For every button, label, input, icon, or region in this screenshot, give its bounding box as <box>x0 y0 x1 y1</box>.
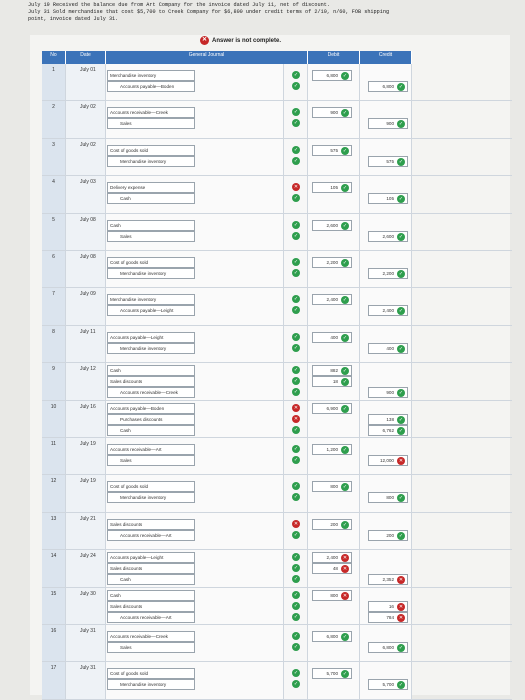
check-icon: ✓ <box>342 260 348 266</box>
entry-date: July 08 <box>66 214 106 250</box>
credit-field[interactable]: 12,000 ✕ <box>368 455 408 466</box>
error-x-icon: ✕ <box>201 37 208 43</box>
account-column <box>106 326 284 362</box>
status-column <box>284 513 308 549</box>
journal-entry-row <box>42 101 512 138</box>
status-column <box>284 251 308 287</box>
debit-field[interactable]: 1,200 ✓ <box>312 444 352 455</box>
debit-column <box>308 625 360 661</box>
credit-field[interactable]: 800 ✓ <box>368 492 408 503</box>
debit-column <box>308 326 360 362</box>
status-column <box>284 475 308 511</box>
entry-date: July 16 <box>66 401 106 437</box>
account-field[interactable]: Sales <box>107 642 195 653</box>
account-field[interactable]: Accounts receivable—Creek <box>107 107 195 118</box>
account-field[interactable]: Accounts receivable—Art <box>107 444 195 455</box>
entry-date: July 24 <box>66 550 106 586</box>
debit-field[interactable]: 5,700 ✓ <box>312 668 352 679</box>
entry-number: 1 <box>42 64 66 100</box>
journal-entry-row <box>42 139 512 176</box>
credit-field[interactable]: 5,700 ✓ <box>368 679 408 690</box>
credit-field[interactable]: 2,352 ✕ <box>368 574 408 585</box>
entry-date: July 31 <box>66 662 106 698</box>
account-field[interactable]: Cash <box>107 574 195 585</box>
account-column <box>106 625 284 661</box>
credit-column <box>360 550 412 586</box>
check-icon: ✓ <box>293 344 299 351</box>
check-icon: ✓ <box>342 521 348 528</box>
account-field[interactable]: Merchandise inventory <box>107 156 195 167</box>
journal-entry-row <box>42 513 512 550</box>
debit-column <box>308 401 360 437</box>
account-field[interactable]: Sales <box>107 231 195 242</box>
credit-field[interactable]: 6,800 ✓ <box>368 642 408 653</box>
debit-column <box>308 662 360 698</box>
account-field[interactable]: Cash <box>107 425 195 436</box>
account-field[interactable]: Sales discounts <box>107 519 195 530</box>
account-column <box>106 251 284 287</box>
credit-field[interactable]: 6,762 ✓ <box>368 425 408 436</box>
check-icon: ✓ <box>293 613 299 620</box>
debit-field[interactable]: 18 ✓ <box>312 376 352 387</box>
check-icon: ✓ <box>293 120 299 127</box>
journal-entry-row <box>42 288 512 325</box>
journal-entry-row <box>42 550 512 587</box>
check-icon: ✓ <box>342 110 348 117</box>
check-icon: ✓ <box>342 634 348 640</box>
status-column <box>284 176 308 212</box>
credit-field[interactable]: 900 ✓ <box>368 387 408 398</box>
answer-banner <box>200 36 281 45</box>
check-icon: ✓ <box>293 157 299 164</box>
entry-date: July 09 <box>66 288 106 324</box>
entry-number: 9 <box>42 363 66 399</box>
entry-date: July 02 <box>66 101 106 137</box>
check-icon: ✓ <box>398 390 404 397</box>
account-field[interactable]: Accounts receivable—Art <box>107 612 195 623</box>
col-no: No <box>42 51 66 64</box>
credit-column <box>360 513 412 549</box>
credit-field[interactable]: 200 ✓ <box>368 530 408 541</box>
check-icon: ✓ <box>293 591 299 598</box>
credit-column <box>360 139 412 175</box>
account-field[interactable]: Cash <box>107 220 195 231</box>
journal-entry-row <box>42 326 512 363</box>
account-column <box>106 401 284 437</box>
check-icon: ✓ <box>293 270 299 276</box>
check-icon: ✓ <box>293 602 299 609</box>
check-icon: ✓ <box>293 83 299 89</box>
account-field[interactable]: Delivery expense <box>107 182 195 193</box>
journal-entry-row <box>42 64 512 101</box>
check-icon: ✓ <box>342 671 348 678</box>
error-x-icon: ✕ <box>293 184 299 191</box>
entry-date: July 08 <box>66 251 106 287</box>
account-field[interactable]: Accounts receivable—Creek <box>107 631 195 642</box>
credit-field[interactable]: 2,600 ✓ <box>368 231 408 242</box>
debit-field[interactable]: 2,600 ✓ <box>312 220 352 231</box>
error-x-icon: ✕ <box>398 458 404 464</box>
check-icon: ✓ <box>293 333 299 340</box>
credit-field[interactable]: 138 ✓ <box>368 414 408 425</box>
status-column <box>284 64 308 100</box>
account-field[interactable]: Accounts payable—Leight <box>107 305 195 316</box>
debit-field[interactable]: 105 ✓ <box>312 182 352 193</box>
credit-column <box>360 588 412 624</box>
check-icon: ✓ <box>398 121 404 128</box>
check-icon: ✓ <box>293 389 299 396</box>
error-x-icon: ✕ <box>342 566 348 573</box>
account-column <box>106 588 284 624</box>
entry-number: 4 <box>42 176 66 212</box>
status-column <box>284 662 308 698</box>
account-field[interactable]: Cash <box>107 590 195 601</box>
account-field[interactable]: Merchandise inventory <box>107 294 195 305</box>
check-icon: ✓ <box>398 645 404 651</box>
check-icon: ✓ <box>293 554 299 561</box>
credit-field[interactable]: 400 ✓ <box>368 343 408 354</box>
check-icon: ✓ <box>293 457 299 463</box>
debit-column <box>308 588 360 624</box>
status-column <box>284 588 308 624</box>
check-icon: ✓ <box>293 146 299 153</box>
journal-entry-row <box>42 176 512 213</box>
account-field[interactable]: Accounts payable—Boden <box>107 403 195 414</box>
status-column <box>284 288 308 324</box>
account-field[interactable]: Cost of goods sold <box>107 145 195 156</box>
account-field[interactable]: Sales <box>107 118 195 129</box>
account-field[interactable]: Accounts payable—Boden <box>107 81 195 92</box>
debit-field[interactable]: 575 ✓ <box>312 145 352 156</box>
check-icon: ✓ <box>293 232 299 239</box>
credit-column <box>360 363 412 399</box>
error-x-icon: ✕ <box>398 577 404 584</box>
account-field[interactable]: Merchandise inventory <box>107 70 195 81</box>
account-field[interactable]: Sales discounts <box>107 376 195 387</box>
account-field[interactable]: Cost of goods sold <box>107 668 195 679</box>
account-field[interactable]: Sales discounts <box>107 563 195 574</box>
entry-number: 11 <box>42 438 66 474</box>
entry-number: 5 <box>42 214 66 250</box>
debit-field[interactable]: 6,900 ✓ <box>312 403 352 414</box>
journal-entry-row <box>42 363 512 400</box>
check-icon: ✓ <box>398 271 404 277</box>
entry-date: July 01 <box>66 64 106 100</box>
check-icon: ✓ <box>342 222 348 229</box>
account-column <box>106 475 284 511</box>
entry-number: 10 <box>42 401 66 437</box>
problem-text: July 19 Received the balance due from Art Company for the invoice dated July 11, net of discount. July 31 Sold merchandise that cost $5,700 to Creek Company for $6,800 under credit terms of 2/10, n/60, FOB shipping point, invoice dated July 31. <box>28 2 390 22</box>
account-field[interactable]: Sales discounts <box>107 601 195 612</box>
error-x-icon: ✕ <box>398 614 404 621</box>
error-x-icon: ✕ <box>342 555 348 562</box>
credit-field[interactable]: 900 ✓ <box>368 118 408 129</box>
check-icon: ✓ <box>293 195 299 202</box>
check-icon: ✓ <box>293 670 299 677</box>
journal-entry-row <box>42 625 512 662</box>
check-icon: ✓ <box>398 495 404 502</box>
account-column <box>106 363 284 399</box>
entry-date: July 19 <box>66 438 106 474</box>
account-column <box>106 438 284 474</box>
debit-field[interactable]: 6,800 ✓ <box>312 631 352 642</box>
check-icon: ✓ <box>398 233 404 240</box>
debit-field[interactable]: 800 ✓ <box>312 481 352 492</box>
account-field[interactable]: Accounts receivable—Art <box>107 530 195 541</box>
check-icon: ✓ <box>398 158 404 165</box>
debit-field[interactable]: 400 ✓ <box>312 332 352 343</box>
credit-field[interactable]: 6,800 ✓ <box>368 81 408 92</box>
check-icon: ✓ <box>398 84 404 90</box>
credit-column <box>360 251 412 287</box>
error-x-icon: ✕ <box>342 592 348 599</box>
entry-number: 2 <box>42 101 66 137</box>
status-column <box>284 363 308 399</box>
credit-column <box>360 176 412 212</box>
journal-entry-row <box>42 662 512 699</box>
journal-entry-row <box>42 475 512 512</box>
credit-field[interactable]: 105 ✓ <box>368 193 408 204</box>
credit-column <box>360 401 412 437</box>
check-icon: ✓ <box>398 308 404 315</box>
credit-column <box>360 625 412 661</box>
check-icon: ✓ <box>293 633 299 639</box>
col-debit: Debit <box>308 51 360 64</box>
entry-number: 7 <box>42 288 66 324</box>
check-icon: ✓ <box>342 405 348 412</box>
account-field[interactable]: Purchases discounts <box>107 414 195 425</box>
account-field[interactable]: Cost of goods sold <box>107 481 195 492</box>
status-column <box>284 401 308 437</box>
check-icon: ✓ <box>293 367 299 374</box>
account-field[interactable]: Sales <box>107 455 195 466</box>
entry-date: July 12 <box>66 363 106 399</box>
check-icon: ✓ <box>342 447 348 453</box>
journal-entry-row <box>42 438 512 475</box>
account-field[interactable]: Accounts receivable—Creek <box>107 387 195 398</box>
status-column <box>284 101 308 137</box>
status-column <box>284 139 308 175</box>
entry-date: July 02 <box>66 139 106 175</box>
entry-date: July 21 <box>66 513 106 549</box>
debit-column <box>308 176 360 212</box>
check-icon: ✓ <box>293 565 299 572</box>
account-column <box>106 550 284 586</box>
table-header <box>42 51 512 64</box>
account-column <box>106 101 284 137</box>
debit-field[interactable]: 2,200 ✓ <box>312 257 352 268</box>
journal-entry-row <box>42 251 512 288</box>
debit-field[interactable]: 900 ✓ <box>312 107 352 118</box>
journal-entry-row <box>42 588 512 625</box>
error-x-icon: ✕ <box>293 520 299 527</box>
entry-date: July 30 <box>66 588 106 624</box>
debit-column <box>308 288 360 324</box>
check-icon: ✓ <box>398 416 404 423</box>
check-icon: ✓ <box>398 196 404 203</box>
check-icon: ✓ <box>342 185 348 192</box>
check-icon: ✓ <box>342 484 348 491</box>
entry-date: July 03 <box>66 176 106 212</box>
debit-field[interactable]: 882 ✓ <box>312 365 352 376</box>
check-icon: ✓ <box>342 379 348 386</box>
credit-column <box>360 288 412 324</box>
account-field[interactable]: Cost of goods sold <box>107 257 195 268</box>
check-icon: ✓ <box>398 345 404 352</box>
credit-column <box>360 662 412 698</box>
check-icon: ✓ <box>342 297 348 304</box>
check-icon: ✓ <box>293 531 299 538</box>
error-x-icon: ✕ <box>398 603 404 610</box>
check-icon: ✓ <box>398 427 404 434</box>
credit-field[interactable]: 2,400 ✓ <box>368 305 408 316</box>
credit-column <box>360 101 412 137</box>
debit-column <box>308 101 360 137</box>
check-icon: ✓ <box>293 681 299 688</box>
debit-field[interactable]: 48 ✕ <box>312 563 352 574</box>
debit-column <box>308 363 360 399</box>
credit-column <box>360 475 412 511</box>
entry-number: 16 <box>42 625 66 661</box>
account-field[interactable]: Accounts payable—Leight <box>107 332 195 343</box>
credit-field[interactable]: 2,200 ✓ <box>368 268 408 279</box>
debit-field[interactable]: 200 ✓ <box>312 519 352 530</box>
check-icon: ✓ <box>293 483 299 490</box>
check-icon: ✓ <box>293 221 299 228</box>
debit-field[interactable]: 800 ✕ <box>312 590 352 601</box>
entry-date: July 31 <box>66 625 106 661</box>
account-column <box>106 139 284 175</box>
check-icon: ✓ <box>398 682 404 689</box>
debit-field[interactable]: 2,400 ✓ <box>312 294 352 305</box>
col-journal: General Journal <box>106 51 308 64</box>
debit-column <box>308 438 360 474</box>
credit-column <box>360 64 412 100</box>
debit-column <box>308 214 360 250</box>
account-column <box>106 214 284 250</box>
check-icon: ✓ <box>293 259 299 265</box>
entry-number: 17 <box>42 662 66 698</box>
entry-number: 13 <box>42 513 66 549</box>
check-icon: ✓ <box>293 296 299 303</box>
account-column <box>106 64 284 100</box>
credit-field[interactable]: 784 ✕ <box>368 612 408 623</box>
check-icon: ✓ <box>398 532 404 539</box>
entry-number: 15 <box>42 588 66 624</box>
credit-field[interactable]: 575 ✓ <box>368 156 408 167</box>
debit-field[interactable]: 2,400 ✕ <box>312 552 352 563</box>
account-field[interactable]: Accounts payable—Leight <box>107 552 195 563</box>
check-icon: ✓ <box>342 147 348 154</box>
debit-column <box>308 513 360 549</box>
account-field[interactable]: Cash <box>107 365 195 376</box>
entry-date: July 19 <box>66 475 106 511</box>
account-column <box>106 176 284 212</box>
account-column <box>106 513 284 549</box>
status-column <box>284 625 308 661</box>
account-field[interactable]: Merchandise inventory <box>107 492 195 503</box>
status-column <box>284 326 308 362</box>
debit-field[interactable]: 6,800 ✓ <box>312 70 352 81</box>
check-icon: ✓ <box>293 307 299 314</box>
debit-column <box>308 475 360 511</box>
entry-number: 6 <box>42 251 66 287</box>
check-icon: ✓ <box>293 426 299 433</box>
credit-column <box>360 214 412 250</box>
check-icon: ✓ <box>293 378 299 385</box>
entry-number: 12 <box>42 475 66 511</box>
error-x-icon: ✕ <box>293 404 299 411</box>
account-column <box>106 662 284 698</box>
check-icon: ✓ <box>293 644 299 650</box>
answer-banner-text: Answer is not complete. <box>212 37 282 44</box>
error-x-icon: ✕ <box>293 415 299 422</box>
account-field[interactable]: Merchandise inventory <box>107 268 195 279</box>
account-column <box>106 288 284 324</box>
account-field[interactable]: Merchandise inventory <box>107 343 195 354</box>
entry-date: July 11 <box>66 326 106 362</box>
check-icon: ✓ <box>293 109 299 116</box>
credit-column <box>360 326 412 362</box>
journal-entry-row <box>42 214 512 251</box>
journal-entry-row <box>42 401 512 438</box>
account-field[interactable]: Merchandise inventory <box>107 679 195 690</box>
account-field[interactable]: Cash <box>107 193 195 204</box>
check-icon: ✓ <box>293 446 299 452</box>
debit-column <box>308 251 360 287</box>
debit-column <box>308 64 360 100</box>
check-icon: ✓ <box>293 576 299 583</box>
entry-number: 8 <box>42 326 66 362</box>
credit-field[interactable]: 16 ✕ <box>368 601 408 612</box>
status-column <box>284 550 308 586</box>
check-icon: ✓ <box>293 494 299 501</box>
check-icon: ✓ <box>342 334 348 341</box>
check-icon: ✓ <box>342 73 348 79</box>
credit-column <box>360 438 412 474</box>
debit-column <box>308 550 360 586</box>
entry-number: 14 <box>42 550 66 586</box>
debit-column <box>308 139 360 175</box>
check-icon: ✓ <box>293 72 299 78</box>
col-credit: Credit <box>360 51 412 64</box>
status-column <box>284 438 308 474</box>
col-date: Date <box>66 51 106 64</box>
check-icon: ✓ <box>342 368 348 375</box>
status-column <box>284 214 308 250</box>
entry-number: 3 <box>42 139 66 175</box>
